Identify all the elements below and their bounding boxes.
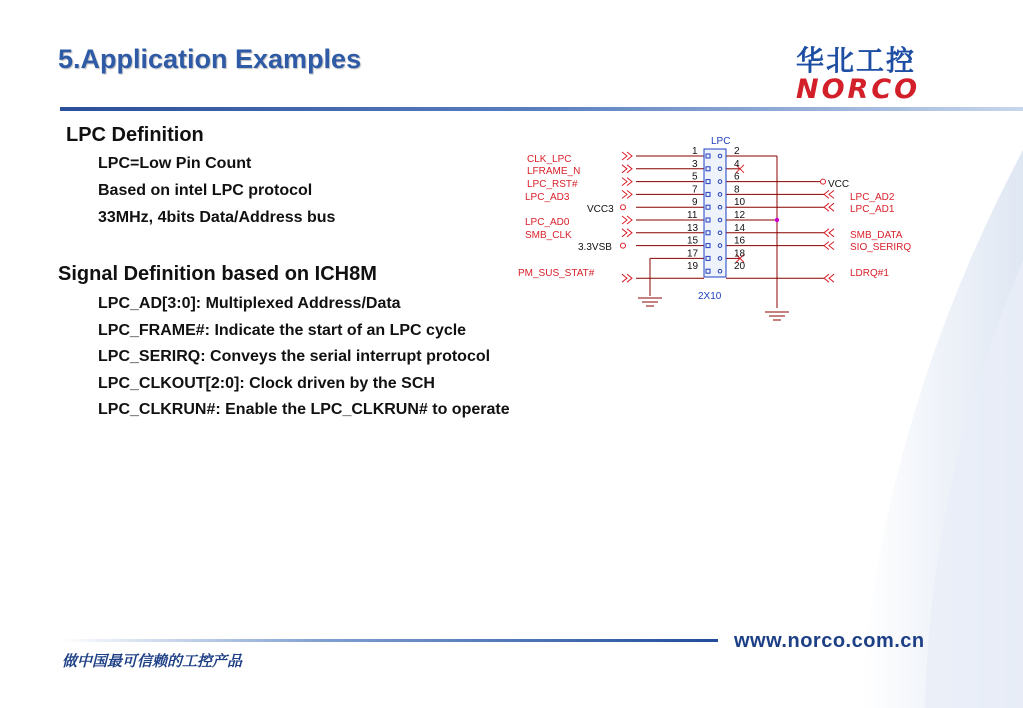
pin-number-right: 2 <box>734 146 740 157</box>
signal-label-left: LPC_AD0 <box>525 217 570 228</box>
signal-label-left: VCC3 <box>587 204 614 215</box>
signal-label-right: LPC_AD1 <box>850 204 895 215</box>
slide-title: 5.Application Examples <box>58 44 362 74</box>
pin-number-right: 8 <box>734 184 740 196</box>
footer-website-link[interactable]: www.norco.com.cn <box>734 630 925 652</box>
signal-arrow <box>829 242 834 250</box>
signal-label-left: SMB_CLK <box>525 230 572 241</box>
pin-number-right: 14 <box>734 222 746 234</box>
signal-label-right: SMB_DATA <box>850 230 903 241</box>
signal-label-right: LDRQ#1 <box>850 268 889 279</box>
pin-number-right: 18 <box>734 248 746 260</box>
pin-number-left: 19 <box>687 261 699 273</box>
signal-label-left: 3.3VSB <box>578 242 612 253</box>
bullet-item: LPC=Low Pin Count <box>98 155 252 172</box>
pin-number-left: 11 <box>687 210 698 221</box>
signal-arrow <box>829 274 834 282</box>
connector-name-label: LPC <box>711 136 731 147</box>
pin-number-left: 7 <box>692 184 698 196</box>
norco-logo <box>796 46 961 104</box>
signal-label-left: LPC_RST# <box>527 179 578 190</box>
power-port <box>621 205 626 210</box>
signal-label-left: PM_SUS_STAT# <box>518 268 595 279</box>
bullet-item: LPC_SERIRQ: Conveys the serial interrupt protocol <box>98 348 491 365</box>
connector-type-label: 2X10 <box>698 291 722 302</box>
title-divider <box>60 107 1023 111</box>
logo-english-text: NORCO <box>796 74 921 105</box>
power-port <box>621 243 626 248</box>
junction-dot <box>775 218 779 222</box>
connector-body <box>704 149 726 277</box>
pin-number-left: 15 <box>687 235 699 247</box>
pin-number-right: 10 <box>734 197 746 209</box>
section-heading-lpc: LPC Definition <box>66 124 204 146</box>
pin-number-right: 20 <box>734 261 746 273</box>
pin-number-left: 5 <box>692 171 698 183</box>
signal-arrow <box>829 190 834 198</box>
power-port <box>821 179 826 184</box>
bullet-item: Based on intel LPC protocol <box>98 182 313 199</box>
signal-arrow <box>622 274 627 282</box>
logo-chinese-text: 华北工控 <box>796 44 917 77</box>
signal-label-left: LPC_AD3 <box>525 192 570 203</box>
signal-arrow <box>622 190 627 198</box>
bullet-item: LPC_CLKRUN#: Enable the LPC_CLKRUN# to operate <box>98 401 510 418</box>
bullet-item: LPC_FRAME#: Indicate the start of an LPC cycle <box>98 322 467 339</box>
signal-arrow <box>622 165 627 173</box>
pin-number-right: 4 <box>734 158 740 170</box>
lpc-connector-schematic <box>510 128 920 328</box>
footer-divider <box>60 639 718 642</box>
signal-label-left: CLK_LPC <box>527 154 572 165</box>
bullet-item: LPC_AD[3:0]: Multiplexed Address/Data <box>98 295 401 312</box>
signal-label-right: LPC_AD2 <box>850 192 895 203</box>
signal-arrow <box>829 203 834 211</box>
bullet-item: 33MHz, 4bits Data/Address bus <box>98 209 336 226</box>
pin-number-right: 6 <box>734 171 740 183</box>
schematic-wires <box>621 152 835 320</box>
footer-slogan: 做中国最可信赖的工控产品 <box>62 652 243 670</box>
pin-number-right: 12 <box>734 210 746 221</box>
signal-arrow <box>622 216 627 224</box>
pin-number-left: 17 <box>687 248 699 260</box>
signal-arrow <box>829 229 834 237</box>
pin-number-left: 13 <box>687 222 699 234</box>
section-heading-signals: Signal Definition based on ICH8M <box>58 263 377 285</box>
signal-arrow <box>622 178 627 186</box>
signal-label-right: VCC <box>828 179 850 190</box>
signal-arrow <box>622 152 627 160</box>
ground-symbol <box>638 298 662 306</box>
signal-label-left: LFRAME_N <box>527 166 581 177</box>
pin-number-left: 9 <box>692 197 698 209</box>
signal-arrow <box>622 229 627 237</box>
bullet-item: LPC_CLKOUT[2:0]: Clock driven by the SCH <box>98 375 435 392</box>
ground-symbol <box>765 312 789 320</box>
pin-number-left: 3 <box>692 158 698 170</box>
pin-number-left: 1 <box>692 146 698 157</box>
pin-number-right: 16 <box>734 235 746 247</box>
signal-label-right: SIO_SERIRQ <box>850 242 912 253</box>
